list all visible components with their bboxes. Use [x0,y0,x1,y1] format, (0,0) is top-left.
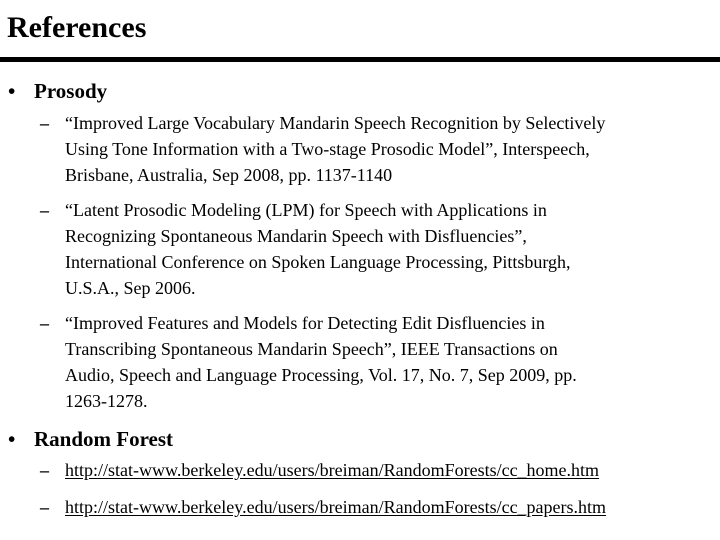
bullet-random-forest [8,426,173,452]
bullet-dot: • [8,79,16,103]
reference-item-1 [40,110,720,188]
reference-line: 1263-1278. [65,391,148,411]
reference-line: Transcribing Spontaneous Mandarin Speech”, IEEE Transactions on [65,339,558,359]
reference-item-2 [40,197,720,301]
bullet-prosody [8,78,107,104]
random-forest-home-link[interactable]: http://stat-www.berkeley.edu/users/breiman/RandomForests/cc_home.htm [65,460,600,480]
dash-marker: – [40,497,49,517]
link-item-2 [40,494,720,520]
reference-line: U.S.A., Sep 2006. [65,278,196,298]
reference-line: Brisbane, Australia, Sep 2008, pp. 1137-1140 [65,165,393,185]
reference-line: “Latent Prosodic Modeling (LPM) for Speech with Applications in [65,200,547,220]
section-heading-prosody: Prosody [34,79,108,103]
reference-item-3 [40,310,720,414]
reference-line: Audio, Speech and Language Processing, Vol. 17, No. 7, Sep 2009, pp. [65,365,577,385]
dash-marker: – [40,113,49,133]
dash-marker: – [40,200,49,220]
link-item-1 [40,457,720,483]
random-forest-papers-link[interactable]: http://stat-www.berkeley.edu/users/breiman/RandomForests/cc_papers.htm [65,497,607,517]
dash-marker: – [40,313,49,333]
bullet-dot: • [8,427,16,451]
dash-marker: – [40,460,49,480]
reference-line: “Improved Features and Models for Detecting Edit Disfluencies in [65,313,545,333]
reference-line: Recognizing Spontaneous Mandarin Speech with Disfluencies”, [65,226,527,246]
reference-line: “Improved Large Vocabulary Mandarin Speech Recognition by Selectively [65,113,606,133]
reference-line: Using Tone Information with a Two-stage Prosodic Model”, Interspeech, [65,139,590,159]
reference-line: International Conference on Spoken Language Processing, Pittsburgh, [65,252,571,272]
page-title: References [7,11,147,44]
title-divider [0,57,720,62]
section-heading-random-forest: Random Forest [34,427,174,451]
